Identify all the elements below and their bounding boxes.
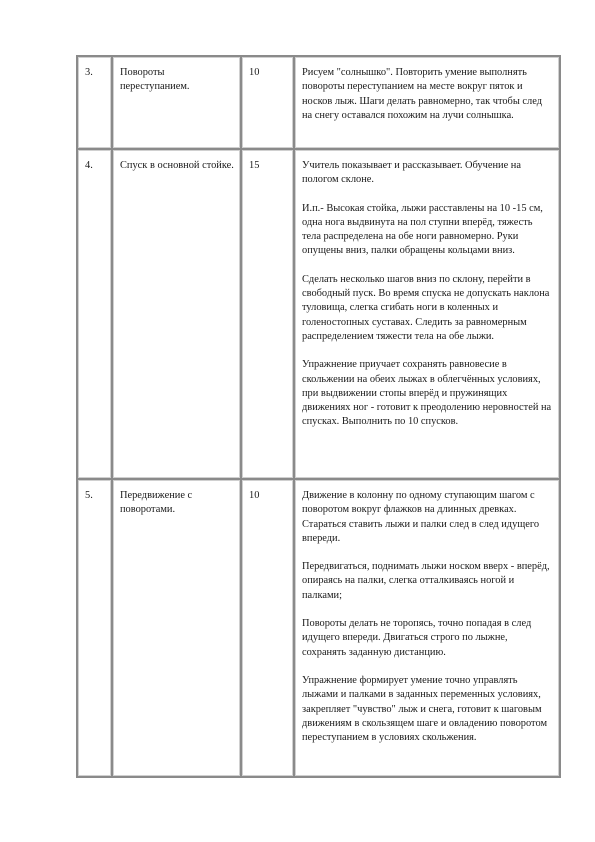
exercise-name: Спуск в основной стойке. — [113, 150, 242, 480]
exercise-duration: 10 — [242, 57, 295, 150]
description-paragraph: Рисуем "солнышко". Повторить умение выполнять повороты переступанием на месте вокруг пяток и носков лыж. Шаги делать равномерно, так чтобы след на снегу оставался похожим на лучи солнышка. — [302, 67, 542, 121]
row-number: 4. — [78, 150, 113, 480]
row-number: 5. — [78, 480, 113, 778]
description-paragraph: Учитель показывает и рассказывает. Обучение на пологом склоне. — [302, 160, 521, 186]
table-row — [78, 57, 561, 150]
exercise-duration: 10 — [242, 480, 295, 778]
exercise-name: Передвижение с поворотами. — [113, 480, 242, 778]
description-paragraph: И.п.- Высокая стойка, лыжи расставлены на 10 -15 см, одна нога выдвинута на пол ступни вперёд, тяжесть тела распределена на обе ноги равномерно. Руки опущены вниз, палки обращены кольцами вниз. — [302, 202, 543, 257]
exercise-description — [295, 480, 561, 778]
row-number: 3. — [78, 57, 113, 150]
exercise-name: Повороты переступанием. — [113, 57, 242, 150]
exercise-duration: 15 — [242, 150, 295, 480]
table-row — [78, 150, 561, 480]
lesson-plan-table — [76, 55, 561, 778]
description-paragraph: Упражнение формирует умение точно управлять лыжами и палками в заданных переменных условиях, закрепляет "чувство" лыж и снега, готовит к шаговым движениям в скользящем шаге и овладению поворотом переступанием в условиях скольжения. — [302, 674, 548, 744]
description-paragraph: Передвигаться, поднимать лыжи носком вверх - вперёд, опираясь на палки, слегка отталкиваясь ногой и палками; — [302, 561, 550, 601]
description-paragraph: Упражнение приучает сохранять равновесие в скольжении на обеих лыжах в облегчённых условиях, при выдвижении стопы вперёд и пружинящих движениях ног - готовит к преодолению неровностей на спусках. Выполнить по 10 спусков. — [302, 359, 552, 428]
exercise-description — [295, 150, 561, 480]
description-paragraph: Повороты делать не торопясь, точно попадая в след идущего впереди. Двигаться строго по лыжне, сохранять заданную дистанцию. — [302, 618, 532, 658]
table-row — [78, 480, 561, 778]
description-paragraph: Сделать несколько шагов вниз по склону, перейти в свободный пуск. Во время спуска не допускать наклона туловища, слегка сгибать ноги в коленных и голеностопных суставах. Следить за равномерным распределением тяжести тела на обе лыжи. — [302, 273, 550, 342]
exercise-description — [295, 57, 561, 150]
description-paragraph: Движение в колонну по одному ступающим шагом с поворотом вокруг флажков на длинных древках. Стараться ставить лыжи и палки след в след идущего впереди. — [302, 490, 540, 544]
